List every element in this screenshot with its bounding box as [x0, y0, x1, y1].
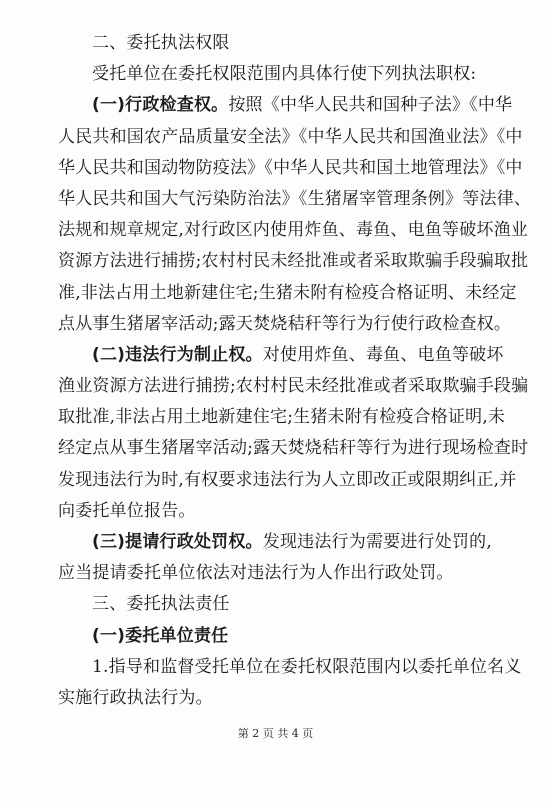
item-1-text: 按照《中华人民共和国种子法》《中华 [228, 95, 513, 116]
subsection-heading-1: (一)委托单位责任 [92, 625, 229, 646]
item-1-line: 法规和规章规定,对行政区内使用炸鱼、毒鱼、电鱼等破坏渔业 [58, 220, 529, 241]
item-2-line: 发现违法行为时,有权要求违法行为人立即改正或限期纠正,并 [58, 469, 517, 490]
item-1-line: 华人民共和国大气污染防治法》《生猪屠宰管理条例》等法律、 [58, 188, 532, 209]
item-3-label: (三)提请行政处罚权。 [92, 532, 263, 552]
item-2-line: 渔业资源方法进行捕捞;农村村民未经批准或者采取欺骗手段骗 [58, 376, 529, 397]
item-1-line: 准,非法占用土地新建住宅;生猪未附有检疫合格证明、未经定 [58, 282, 517, 303]
item-1-line: 华人民共和国动物防疫法》《中华人民共和国土地管理法》《中 [58, 157, 523, 178]
item-1-line: 资源方法进行捕捞;农村村民未经批准或者采取欺骗手段骗取批 [58, 251, 529, 272]
item-2-label: (二)违法行为制止权。 [92, 344, 263, 365]
item-1-line: 人民共和国农产品质量安全法》《中华人民共和国渔业法》《中 [58, 126, 523, 147]
page-number-footer: 第 2 页 共 4 页 [237, 727, 314, 740]
point-1-line: 实施行政执法行为。 [58, 687, 213, 708]
document-body [58, 28, 532, 714]
item-2-line: 取批准,非法占用土地新建住宅;生猪未附有检疫合格证明,未 [58, 407, 506, 428]
item-2-line: 向委托单位报告。 [58, 500, 196, 521]
item-3-line: 应当提请委托单位依法对违法行为人作出行政处罚。 [58, 563, 454, 584]
item-1-label: (一)行政检查权。 [92, 95, 229, 116]
item-2-line: 经定点从事生猪屠宰活动;露天焚烧秸秆等行为进行现场检查时 [58, 438, 529, 459]
item-3-text: 发现违法行为需要进行处罚的, [262, 532, 492, 552]
intro-paragraph: 受托单位在委托权限范围内具体行使下列执法职权: [92, 64, 477, 85]
section-heading-2: 二、委托执法权限 [92, 33, 230, 53]
item-1-first-line [58, 90, 513, 121]
item-1-line: 点从事生猪屠宰活动;露天焚烧秸秆等行为行使行政检查权。 [58, 313, 512, 334]
item-3-first-line [58, 527, 503, 558]
point-1-line: 1.指导和监督受托单位在委托权限范围内以委托单位名义 [92, 656, 522, 677]
item-2-text: 对使用炸鱼、毒鱼、电鱼等破坏 [262, 344, 504, 365]
item-2-first-line [58, 340, 503, 371]
section-heading-3: 三、委托执法责任 [92, 594, 230, 615]
